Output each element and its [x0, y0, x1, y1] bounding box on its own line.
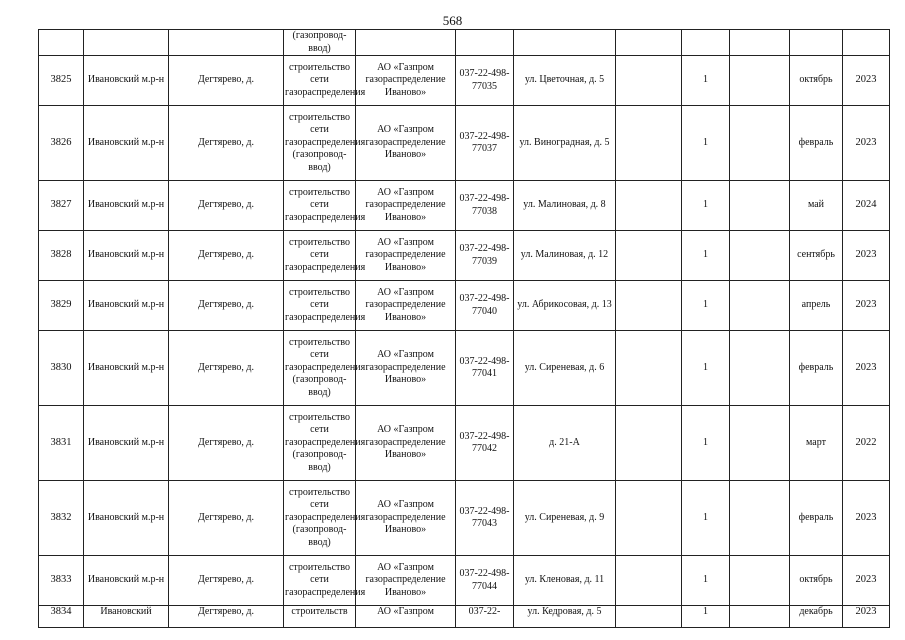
cell-id: 3826: [39, 106, 84, 181]
cell-locality: Дегтярево, д.: [169, 281, 284, 331]
cell-work: строительств: [284, 606, 356, 628]
cell-empty: [843, 30, 890, 56]
table-row: [39, 331, 890, 406]
cell-month: май: [790, 181, 843, 231]
cell-org: АО «Газпром газораспределение Иваново»: [356, 181, 456, 231]
cell-qty: 1: [682, 406, 730, 481]
cell-org: АО «Газпром газораспределение Иваново»: [356, 406, 456, 481]
cell-locality: Дегтярево, д.: [169, 606, 284, 628]
cell-address: ул. Малиновая, д. 12: [514, 231, 616, 281]
cell-month: март: [790, 406, 843, 481]
cell-id: 3828: [39, 231, 84, 281]
table-row: [39, 106, 890, 181]
cell-district: Ивановский м.р-н: [84, 481, 169, 556]
table-row: [39, 181, 890, 231]
cell-code: 037-22-498-77038: [456, 181, 514, 231]
cell-month: февраль: [790, 106, 843, 181]
cell-work: строительство сети газораспределения: [284, 231, 356, 281]
cell-year: 2023: [843, 106, 890, 181]
table-row: [39, 56, 890, 106]
cell-month: октябрь: [790, 556, 843, 606]
cell-org: АО «Газпром газораспределение Иваново»: [356, 481, 456, 556]
cell-address: ул. Абрикосовая, д. 13: [514, 281, 616, 331]
cell-locality: Дегтярево, д.: [169, 231, 284, 281]
cell-year: 2023: [843, 281, 890, 331]
cell-empty: [730, 106, 790, 181]
cell-empty: [730, 281, 790, 331]
cell-year: 2023: [843, 56, 890, 106]
cell-empty: [616, 231, 682, 281]
cell-month: февраль: [790, 331, 843, 406]
cell-id: 3832: [39, 481, 84, 556]
cell-code: 037-22-498-77037: [456, 106, 514, 181]
table-row-continued: [39, 30, 890, 56]
cell-year: 2023: [843, 331, 890, 406]
cell-empty: [616, 56, 682, 106]
cell-code: 037-22-498-77042: [456, 406, 514, 481]
table-row: [39, 281, 890, 331]
cell-qty: 1: [682, 606, 730, 628]
cell-empty: [790, 30, 843, 56]
cell-work: строительство сети газораспределения: [284, 181, 356, 231]
cell-district: Ивановский м.р-н: [84, 106, 169, 181]
cell-empty: [39, 30, 84, 56]
cell-qty: 1: [682, 231, 730, 281]
cell-code: 037-22-498-77041: [456, 331, 514, 406]
cell-org: АО «Газпром газораспределение Иваново»: [356, 331, 456, 406]
cell-work: строительство сети газораспределения: [284, 281, 356, 331]
cell-qty: 1: [682, 481, 730, 556]
table-row: [39, 231, 890, 281]
cell-code: 037-22-498-77040: [456, 281, 514, 331]
cell-empty: [730, 231, 790, 281]
cell-locality: Дегтярево, д.: [169, 106, 284, 181]
cell-id: 3829: [39, 281, 84, 331]
cell-org: АО «Газпром газораспределение Иваново»: [356, 281, 456, 331]
cell-year: 2023: [843, 481, 890, 556]
cell-empty: [356, 30, 456, 56]
cell-work: строительство сети газораспределения: [284, 56, 356, 106]
cell-org: АО «Газпром газораспределение Иваново»: [356, 231, 456, 281]
cell-empty: [730, 181, 790, 231]
cell-empty: [169, 30, 284, 56]
table-row: [39, 556, 890, 606]
cell-empty: [616, 606, 682, 628]
cell-locality: Дегтярево, д.: [169, 181, 284, 231]
cell-month: февраль: [790, 481, 843, 556]
cell-address: ул. Кленовая, д. 11: [514, 556, 616, 606]
cell-empty: [456, 30, 514, 56]
cell-locality: Дегтярево, д.: [169, 406, 284, 481]
cell-qty: 1: [682, 556, 730, 606]
cell-empty: [616, 406, 682, 481]
cell-id: 3825: [39, 56, 84, 106]
cell-code: 037-22-498-77039: [456, 231, 514, 281]
cell-district: Ивановский м.р-н: [84, 556, 169, 606]
cell-locality: Дегтярево, д.: [169, 331, 284, 406]
cell-district: Ивановский м.р-н: [84, 181, 169, 231]
cell-work: строительство сети газораспределения (газопровод-ввод): [284, 106, 356, 181]
cell-address: ул. Малиновая, д. 8: [514, 181, 616, 231]
cell-year: 2022: [843, 406, 890, 481]
cell-district: Ивановский м.р-н: [84, 281, 169, 331]
cell-month: сентябрь: [790, 231, 843, 281]
cell-district: Ивановский м.р-н: [84, 331, 169, 406]
cell-qty: 1: [682, 56, 730, 106]
cell-locality: Дегтярево, д.: [169, 481, 284, 556]
cell-empty: [616, 331, 682, 406]
cell-month: октябрь: [790, 56, 843, 106]
cell-code: 037-22-: [456, 606, 514, 628]
table-row: [39, 481, 890, 556]
cell-district: Ивановский м.р-н: [84, 406, 169, 481]
cell-district: Ивановский м.р-н: [84, 56, 169, 106]
cell-empty: [730, 56, 790, 106]
cell-org: АО «Газпром газораспределение Иваново»: [356, 56, 456, 106]
table-row: [39, 606, 890, 628]
cell-work-continued: (газопровод-ввод): [284, 30, 356, 56]
cell-empty: [730, 406, 790, 481]
cell-year: 2023: [843, 606, 890, 628]
cell-address: ул. Цветочная, д. 5: [514, 56, 616, 106]
cell-address: ул. Кедровая, д. 5: [514, 606, 616, 628]
cell-empty: [730, 556, 790, 606]
cell-qty: 1: [682, 331, 730, 406]
cell-org: АО «Газпром газораспределение Иваново»: [356, 106, 456, 181]
cell-district: Ивановский: [84, 606, 169, 628]
cell-month: декабрь: [790, 606, 843, 628]
cell-code: 037-22-498-77043: [456, 481, 514, 556]
cell-empty: [682, 30, 730, 56]
cell-empty: [616, 556, 682, 606]
cell-id: 3831: [39, 406, 84, 481]
cell-empty: [730, 606, 790, 628]
cell-id: 3827: [39, 181, 84, 231]
cell-org: АО «Газпром газораспределение Иваново»: [356, 556, 456, 606]
cell-empty: [616, 30, 682, 56]
cell-year: 2023: [843, 556, 890, 606]
cell-qty: 1: [682, 181, 730, 231]
cell-empty: [514, 30, 616, 56]
cell-id: 3833: [39, 556, 84, 606]
cell-locality: Дегтярево, д.: [169, 556, 284, 606]
cell-year: 2024: [843, 181, 890, 231]
cell-address: д. 21-А: [514, 406, 616, 481]
cell-code: 037-22-498-77044: [456, 556, 514, 606]
cell-qty: 1: [682, 106, 730, 181]
cell-month: апрель: [790, 281, 843, 331]
cell-address: ул. Виноградная, д. 5: [514, 106, 616, 181]
cell-empty: [84, 30, 169, 56]
cell-empty: [730, 30, 790, 56]
cell-id: 3834: [39, 606, 84, 628]
page-number: 568: [442, 13, 463, 28]
cell-year: 2023: [843, 231, 890, 281]
cell-address: ул. Сиреневая, д. 9: [514, 481, 616, 556]
cell-id: 3830: [39, 331, 84, 406]
cell-district: Ивановский м.р-н: [84, 231, 169, 281]
cell-code: 037-22-498-77035: [456, 56, 514, 106]
cell-address: ул. Сиреневая, д. 6: [514, 331, 616, 406]
cell-empty: [730, 331, 790, 406]
cell-work: строительство сети газораспределения (газопровод-ввод): [284, 331, 356, 406]
cell-org: АО «Газпром: [356, 606, 456, 628]
cell-qty: 1: [682, 281, 730, 331]
cell-work: строительство сети газораспределения (газопровод-ввод): [284, 406, 356, 481]
cell-empty: [616, 106, 682, 181]
cell-empty: [616, 281, 682, 331]
cell-work: строительство сети газораспределения (газопровод-ввод): [284, 481, 356, 556]
cell-locality: Дегтярево, д.: [169, 56, 284, 106]
cell-empty: [730, 481, 790, 556]
cell-work: строительство сети газораспределения: [284, 556, 356, 606]
table-body: [39, 30, 890, 628]
cell-empty: [616, 181, 682, 231]
cell-empty: [616, 481, 682, 556]
table-row: [39, 406, 890, 481]
registry-table: [38, 29, 890, 628]
